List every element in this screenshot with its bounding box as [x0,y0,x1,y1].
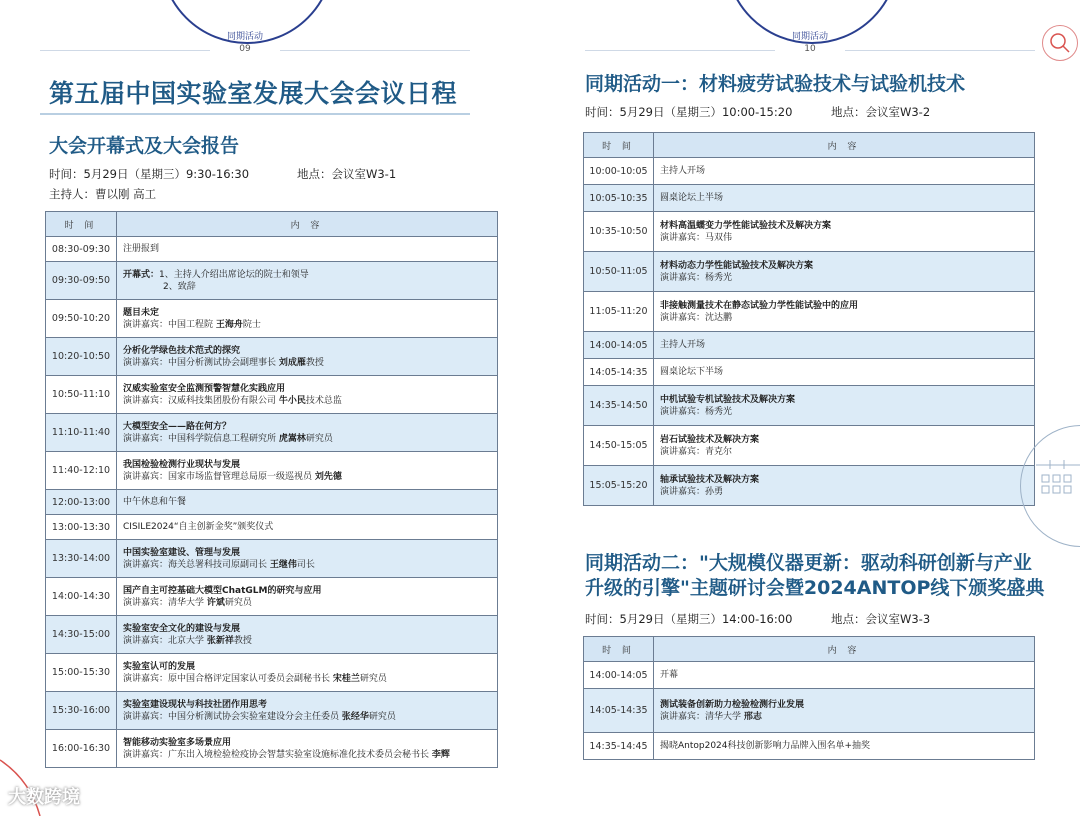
row-title: 分析化学绿色技术范式的探究 [123,345,241,356]
row-content [117,578,498,616]
speaker-name: 牛小民 [278,395,306,406]
row-speaker: 演讲嘉宾：杨秀光 [660,272,733,283]
table-row [46,654,498,692]
table-row [46,452,498,490]
speaker-title: 研究员 [359,673,387,684]
table-row [46,730,498,768]
speaker-title: 研究员 [224,597,252,608]
row-title: 岩石试验技术及解决方案 [660,434,760,445]
page-number: 09 [239,44,251,54]
header-time: 时 间 [584,133,654,158]
row-time: 11:10-11:40 [46,414,117,452]
speaker-name: 刘成雁 [278,357,306,368]
table-row [46,262,498,300]
row-time: 14:00-14:30 [46,578,117,616]
speaker-title: 研究员 [305,433,333,444]
page-tag [780,31,840,55]
speaker-name: 张经华 [341,711,369,722]
row-content [117,414,498,452]
header-time: 时 间 [584,637,654,662]
row-time: 09:50-10:20 [46,300,117,338]
row-content [654,252,1035,292]
table-row [46,578,498,616]
speaker-name: 许斌 [206,597,225,608]
table-row [46,490,498,515]
table-row [46,338,498,376]
page-tag-label: 同期活动 [791,32,828,42]
section-title: 大会开幕式及大会报告 [49,135,240,157]
row-content [654,212,1035,252]
right-page [540,0,1080,816]
row-content [117,490,498,515]
speaker-name: 邢志 [743,711,762,722]
row-title-rest: 1、主持人介绍出席论坛的院士和领导 [159,269,309,280]
page-tag-label: 同期活动 [226,32,263,42]
row-content [117,376,498,414]
row-time: 13:30-14:00 [46,540,117,578]
speaker-title: 技术总监 [305,395,342,406]
row-title: 主持人开场 [660,340,706,350]
row-title: 实验室安全文化的建设与发展 [123,623,241,634]
row-time: 11:05-11:20 [584,292,654,332]
speaker-org: 演讲嘉宾：广东出入境检验检疫协会智慧实验室设施标准化技术委员会秘书长 [123,749,430,760]
section-title: 同期活动一：材料疲劳试验技术与试验机技术 [585,73,966,95]
speaker-title: 院士 [242,319,261,330]
row-title: 圆桌论坛下半场 [660,367,724,377]
row-time: 15:00-15:30 [46,654,117,692]
speaker-name: 虎嵩林 [278,433,306,444]
row-title: 开幕式： [123,269,160,280]
row-title: 我国检验检测行业现状与发展 [123,459,241,470]
row-time: 14:50-15:05 [584,426,654,466]
row-title: 题目未定 [123,307,160,318]
row-time: 11:40-12:10 [46,452,117,490]
row-title: 材料高温蠕变力学性能试验技术及解决方案 [660,220,832,231]
row-title: 非接触测量技术在静态试验力学性能试验中的应用 [660,300,859,311]
row-time: 15:30-16:00 [46,692,117,730]
row-speaker: 演讲嘉宾：沈达鹏 [660,312,733,323]
row-content [117,515,498,540]
row-content [654,359,1035,386]
row-content [117,540,498,578]
row-title: 中国实验室建设、管理与发展 [123,547,241,558]
schedule-table [45,211,498,768]
divider [845,50,1035,51]
row-content [654,386,1035,426]
row-content [654,185,1035,212]
row-speaker: 演讲嘉宾：杨秀光 [660,406,733,417]
row-title: 中午休息和午餐 [123,497,187,507]
speaker-title: 教授 [233,635,252,646]
speaker-name: 宋桂兰 [332,673,360,684]
row-title: 测试装备创新助力检验检测行业发展 [660,699,805,710]
row-line2: 2、致辞 [163,281,196,292]
table-row [46,616,498,654]
row-title: 揭晓Antop2024科技创新影响力品牌入围名单+抽奖 [660,741,871,751]
row-content [117,616,498,654]
row-content [117,300,498,338]
row-title: 材料动态力学性能试验技术及解决方案 [660,260,814,271]
speaker-org: 演讲嘉宾：国家市场监督管理总局原一级巡视员 [123,471,313,482]
speaker-org: 演讲嘉宾：中国科学院信息工程研究所 [123,433,277,444]
row-time: 15:05-15:20 [584,466,654,506]
row-content [654,662,1035,689]
divider [585,50,775,51]
table-row [584,359,1035,386]
table-row [46,300,498,338]
divider [280,50,470,51]
table-row [584,185,1035,212]
search-icon[interactable] [1042,25,1078,61]
row-time: 10:00-10:05 [584,158,654,185]
row-time: 14:35-14:45 [584,733,654,760]
row-speaker: 演讲嘉宾：青克尔 [660,446,733,457]
row-time: 14:00-14:05 [584,332,654,359]
title-underline [40,113,470,115]
row-title: 智能移动实验室多场景应用 [123,737,232,748]
row-time: 13:00-13:30 [46,515,117,540]
event-location: 地点：会议室W3-3 [831,612,931,626]
table-header-row [584,133,1035,158]
header-time: 时 间 [46,212,117,237]
row-content [117,262,498,300]
event-host: 主持人：曹以刚 高工 [49,187,157,201]
page-number: 10 [804,44,816,54]
schedule-table [583,132,1035,506]
speaker-org: 演讲嘉宾：汉威科技集团股份有限公司 [123,395,277,406]
table-row [584,386,1035,426]
table-row [584,426,1035,466]
row-title: 开幕 [660,670,679,680]
row-time: 14:30-15:00 [46,616,117,654]
table-header-row [46,212,498,237]
row-time: 14:05-14:35 [584,689,654,733]
row-title: 汉威实验室安全监测预警智慧化实践应用 [123,383,286,394]
row-content [654,332,1035,359]
row-title: 大模型安全——路在何方？ [123,421,232,432]
speaker-title: 教授 [305,357,324,368]
row-time: 10:50-11:05 [584,252,654,292]
section-title-line2: 升级的引擎"主题研讨会暨2024ANTOP线下颁奖盛典 [585,577,1045,599]
event-time: 时间：5月29日（星期三）14:00-16:00 [585,612,793,626]
table-row [584,689,1035,733]
speaker-org: 演讲嘉宾：中国分析测试协会实验室建设分会主任委员 [123,711,340,722]
table-row [46,692,498,730]
row-content [654,426,1035,466]
speaker-name: 王海舟 [215,319,243,330]
table-header-row [584,637,1035,662]
speaker-org: 演讲嘉宾：北京大学 [123,635,205,646]
row-title: 实验室认可的发展 [123,661,196,672]
divider [40,50,210,51]
row-time: 09:30-09:50 [46,262,117,300]
table-row [46,540,498,578]
table-row [584,158,1035,185]
page-title: 第五届中国实验室发展大会会议日程 [49,79,458,108]
table-row [584,662,1035,689]
row-title: CISILE2024“自主创新金奖”颁奖仪式 [123,522,274,532]
speaker-name: 张新祥 [206,635,234,646]
row-time: 10:35-10:50 [584,212,654,252]
row-time: 14:35-14:50 [584,386,654,426]
row-time: 14:05-14:35 [584,359,654,386]
event-time: 时间：5月29日（星期三）10:00-15:20 [585,105,793,119]
page-tag [215,31,275,55]
table-row [584,212,1035,252]
table-row [584,292,1035,332]
row-speaker: 演讲嘉宾：孙勇 [660,486,724,497]
event-time: 时间：5月29日（星期三）9:30-16:30 [49,167,250,181]
section-title-line1: 同期活动二："大规模仪器更新：驱动科研创新与产业 [585,552,1032,574]
row-time: 10:05-10:35 [584,185,654,212]
speaker-title: 研究员 [368,711,396,722]
row-time: 10:20-10:50 [46,338,117,376]
row-time: 10:50-11:10 [46,376,117,414]
calendar-icon [1036,455,1080,505]
row-time: 16:00-16:30 [46,730,117,768]
table-row [46,237,498,262]
speaker-org: 演讲嘉宾：中国工程院 [123,319,214,330]
table-row [46,414,498,452]
speaker-org: 演讲嘉宾：海关总署科技司原副司长 [123,559,268,570]
row-title: 轴承试验技术及解决方案 [660,474,760,485]
row-content [654,733,1035,760]
row-content [117,237,498,262]
row-time: 14:00-14:05 [584,662,654,689]
row-title: 国产自主可控基础大模型ChatGLM的研究与应用 [123,585,322,596]
header-content: 内 容 [117,212,498,237]
speaker-org: 演讲嘉宾：原中国合格评定国家认可委员会副秘书长 [123,673,331,684]
speaker-title: 司长 [296,559,315,570]
row-title: 注册报到 [123,244,160,254]
table-row [584,466,1035,506]
header-content: 内 容 [654,637,1035,662]
row-content [117,452,498,490]
row-time: 08:30-09:30 [46,237,117,262]
row-time: 12:00-13:00 [46,490,117,515]
speaker-org: 演讲嘉宾：清华大学 [660,711,742,722]
row-content [654,158,1035,185]
speaker-org: 演讲嘉宾：清华大学 [123,597,205,608]
speaker-org: 演讲嘉宾：中国分析测试协会副理事长 [123,357,277,368]
speaker-name: 刘先德 [314,471,342,482]
schedule-table [583,636,1035,760]
row-content [117,692,498,730]
speaker-name: 李辉 [431,749,450,760]
table-row [46,376,498,414]
table-row [584,252,1035,292]
row-content [117,654,498,692]
row-title: 实验室建设现状与科技社团作用思考 [123,699,268,710]
row-content [117,730,498,768]
row-content [654,466,1035,506]
row-title: 主持人开场 [660,166,706,176]
speaker-name: 王继伟 [269,559,297,570]
table-row [584,733,1035,760]
event-location: 地点：会议室W3-2 [831,105,931,119]
table-row [46,515,498,540]
row-speaker: 演讲嘉宾：马双伟 [660,232,733,243]
row-content [654,292,1035,332]
row-title: 中机试验专机试验技术及解决方案 [660,394,796,405]
row-title: 圆桌论坛上半场 [660,193,724,203]
row-content [654,689,1035,733]
watermark: 大数跨境 [8,787,80,808]
row-content [117,338,498,376]
header-content: 内 容 [654,133,1035,158]
table-row [584,332,1035,359]
event-location: 地点：会议室W3-1 [297,167,397,181]
